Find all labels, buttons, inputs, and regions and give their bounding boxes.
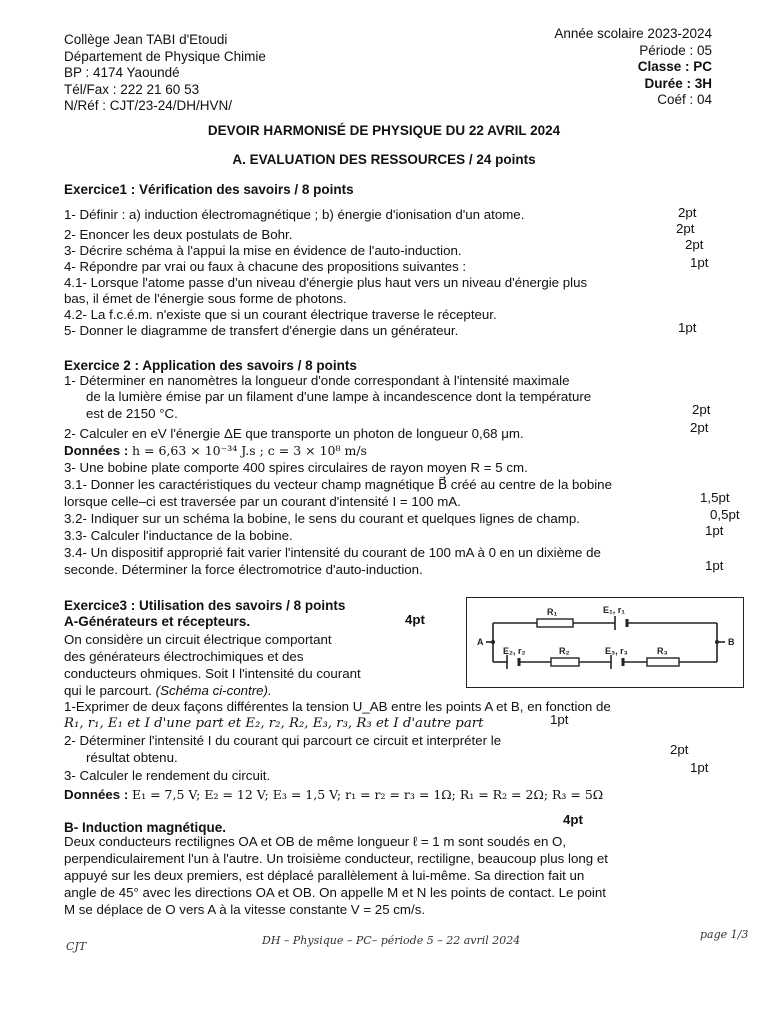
- ex1-q1-points: 2pt: [678, 205, 697, 220]
- ex1-q4-1-cont: bas, il émet de l'énergie sous forme de photons.: [64, 291, 347, 306]
- ex1-q3-points: 2pt: [685, 237, 704, 252]
- ex2-q3-1-cont: lorsque celle–ci est traversée par un courant d'intensité I = 100 mA.: [64, 494, 461, 509]
- ex2-q1-cont2: est de 2150 °C.: [86, 406, 178, 421]
- ex2-q1-points: 2pt: [692, 402, 711, 417]
- resistor-r3: [647, 658, 679, 666]
- ex3-b-line-1: Deux conducteurs rectilignes OA et OB de même longueur ℓ = 1 m sont soudés en O,: [64, 834, 567, 849]
- generator-e1-symbol: [615, 616, 627, 630]
- footer-center: DH – Physique – PC– période 5 – 22 avril 2024: [262, 934, 521, 947]
- ex2-q3-2: 3.2- Indiquer sur un schéma la bobine, le sens du courant et quelques lignes de champ.: [64, 511, 580, 526]
- label-e2: E₂, r₂: [503, 646, 526, 656]
- circuit-svg: [467, 598, 743, 687]
- ex3-a-line-3: conducteurs ohmiques. Soit I l'intensité du courant: [64, 666, 361, 681]
- ex3-q2-cont: résultat obtenu.: [86, 750, 178, 765]
- ex3-q1-points: 1pt: [550, 712, 569, 727]
- resistor-r2: [551, 658, 579, 666]
- ex2-q3-4-points: 1pt: [705, 558, 724, 573]
- circuit-diagram: [466, 597, 744, 688]
- department: Département de Physique Chimie: [64, 48, 266, 64]
- label-r1: R₁: [547, 607, 558, 617]
- ex3-a-line-2: des générateurs électrochimiques et des: [64, 649, 304, 664]
- ex1-q5: 5- Donner le diagramme de transfert d'énergie dans un générateur.: [64, 323, 459, 338]
- exercise-2-title: Exercice 2 : Application des savoirs / 8 points: [64, 358, 357, 373]
- generator-e2-symbol: [507, 655, 519, 669]
- ex2-q3-3: 3.3- Calculer l'inductance de la bobine.: [64, 528, 293, 543]
- resistor-r1: [537, 619, 573, 627]
- ex3-b-line-5: M se déplace de O vers A à la vitesse constante V = 25 cm/s.: [64, 902, 426, 917]
- coefficient: Coéf : 04: [657, 92, 712, 107]
- ex3-q2: 2- Déterminer l'intensité I du courant qui parcourt ce circuit et interpréter le: [64, 733, 502, 748]
- generator-e3-symbol: [611, 655, 623, 669]
- ex3-b-line-3: appuyé sur les deux premiers, est déplacé parallèlement à lui-même. Sa direction fait un: [64, 868, 585, 883]
- ex2-data: [64, 443, 367, 458]
- node-b-dot: [715, 640, 719, 644]
- ex3-a-line-4: [64, 683, 272, 698]
- label-e3: E₃, r₃: [605, 646, 628, 656]
- ex3-a-schema-ref: (Schéma ci-contre).: [155, 683, 272, 698]
- class: Classe : PC: [637, 59, 712, 74]
- ex3-data: [64, 787, 603, 802]
- ex2-q3-1: 3.1- Donner les caractéristiques du vecteur champ magnétique B⃗ créé au centre de la bobine: [64, 477, 612, 492]
- ex3-a-line-1: On considère un circuit électrique comportant: [64, 632, 332, 647]
- exercise-3-title: Exercice3 : Utilisation des savoirs / 8 points: [64, 598, 346, 613]
- phone-fax: Tél/Fax : 222 21 60 53: [64, 81, 200, 97]
- ex2-q3: 3- Une bobine plate comporte 400 spires circulaires de rayon moyen R = 5 cm.: [64, 460, 528, 475]
- ex3-b-line-2: perpendiculairement l'un à l'autre. Un troisième conducteur, rectiligne, beaucoup plus long et: [64, 851, 608, 866]
- ex1-q4-1: 4.1- Lorsque l'atome passe d'un niveau d'énergie plus haut vers un niveau d'énergie plus: [64, 275, 588, 290]
- label-r2: R₂: [559, 646, 570, 656]
- ex1-q4-points: 1pt: [690, 255, 709, 270]
- school-year: Année scolaire 2023-2024: [554, 26, 712, 41]
- exam-title: DEVOIR HARMONISÉ DE PHYSIQUE DU 22 AVRIL 2024: [207, 123, 561, 138]
- ex3-q3-points: 1pt: [690, 760, 709, 775]
- ex3-q1: 1-Exprimer de deux façons différentes la tension U_AB entre les points A et B, en fonction de: [64, 699, 611, 714]
- label-a: A: [477, 637, 484, 647]
- ex3-q3: 3- Calculer le rendement du circuit.: [64, 768, 271, 783]
- ex3-part-b-title: B- Induction magnétique.: [64, 820, 226, 835]
- ex1-q1: 1- Définir : a) induction électromagnétique ; b) énergie d'ionisation d'un atome.: [64, 207, 525, 222]
- ex3-part-a-points: 4pt: [405, 612, 425, 627]
- ex2-q2: 2- Calculer en eV l'énergie ΔE que transporte un photon de longueur 0,68 μm.: [64, 426, 524, 441]
- ex2-q3-4-cont: seconde. Déterminer la force électromotrice d'auto-induction.: [64, 562, 423, 577]
- label-b: B: [728, 637, 735, 647]
- ex3-q2-points: 2pt: [670, 742, 689, 757]
- ex1-q2-points: 2pt: [676, 221, 695, 236]
- label-r3: R₃: [657, 646, 668, 656]
- ex2-q3-2-points: 0,5pt: [710, 507, 740, 522]
- ex3-a-line-4-text: qui le parcourt.: [64, 683, 152, 698]
- ex2-q3-1-points: 1,5pt: [700, 490, 730, 505]
- duration: Durée : 3H: [644, 75, 712, 91]
- ex3-data-values: E₁ = 7,5 V; E₂ = 12 V; E₃ = 1,5 V; r₁ = r₂ = r₃ = 1Ω; R₁ = R₂ = 2Ω; R₃ = 5Ω: [131, 787, 604, 802]
- ex1-q4: 4- Répondre par vrai ou faux à chacune des propositions suivantes :: [64, 259, 467, 274]
- ex2-q3-3-points: 1pt: [705, 523, 724, 538]
- ex2-data-label: Données :: [64, 443, 129, 458]
- exercise-1-title: Exercice1 : Vérification des savoirs / 8 points: [64, 182, 354, 197]
- footer-page-number: page 1/3: [700, 928, 749, 941]
- exam-info-header: [554, 26, 712, 109]
- ex1-q4-2: 4.2- La f.c.é.m. n'existe que si un courant électrique traverse le récepteur.: [64, 307, 497, 322]
- ex1-q2: 2- Enoncer les deux postulats de Bohr.: [64, 227, 293, 242]
- postal-box: BP : 4174 Yaoundé: [64, 65, 180, 80]
- ex3-part-a-title: A-Générateurs et récepteurs.: [64, 614, 251, 629]
- footer-left: CJT: [66, 940, 87, 953]
- ex3-part-b-points: 4pt: [563, 812, 583, 827]
- ex1-q5-points: 1pt: [678, 320, 697, 335]
- ex3-b-line-4: angle de 45° avec les directions OA et OB. On appelle M et N les points de contact. Le point: [64, 885, 606, 900]
- school-header: [64, 32, 266, 115]
- ex3-data-label: Données :: [64, 787, 129, 802]
- node-a-dot: [491, 640, 495, 644]
- ex2-q2-points: 2pt: [690, 420, 709, 435]
- school-name: Collège Jean TABI d'Etoudi: [64, 32, 228, 47]
- ex3-q1-cont: R₁, r₁, E₁ et I d'une part et E₂, r₂, R₂, E₃, r₃, R₃ et I d'autre part: [64, 716, 484, 731]
- reference: N/Réf : CJT/23-24/DH/HVN/: [64, 98, 233, 113]
- period: Période : 05: [639, 42, 712, 58]
- label-e1: E₁, r₁: [603, 605, 625, 615]
- ex1-q3: 3- Décrire schéma à l'appui la mise en évidence de l'auto-induction.: [64, 243, 462, 258]
- ex2-q3-4: 3.4- Un dispositif approprié fait varier l'intensité du courant de 100 mA à 0 en un dixième de: [64, 545, 601, 560]
- section-a-title: A. EVALUATION DES RESSOURCES / 24 points: [232, 152, 536, 167]
- ex2-q1: 1- Déterminer en nanomètres la longueur d'onde correspondant à l'intensité maximale: [64, 373, 570, 388]
- ex2-data-values: h = 6,63 × 10⁻³⁴ J.s ; c = 3 × 10⁸ m/s: [131, 443, 367, 458]
- ex2-q1-cont: de la lumière émise par un filament d'une lampe à incandescence dont la température: [86, 389, 592, 404]
